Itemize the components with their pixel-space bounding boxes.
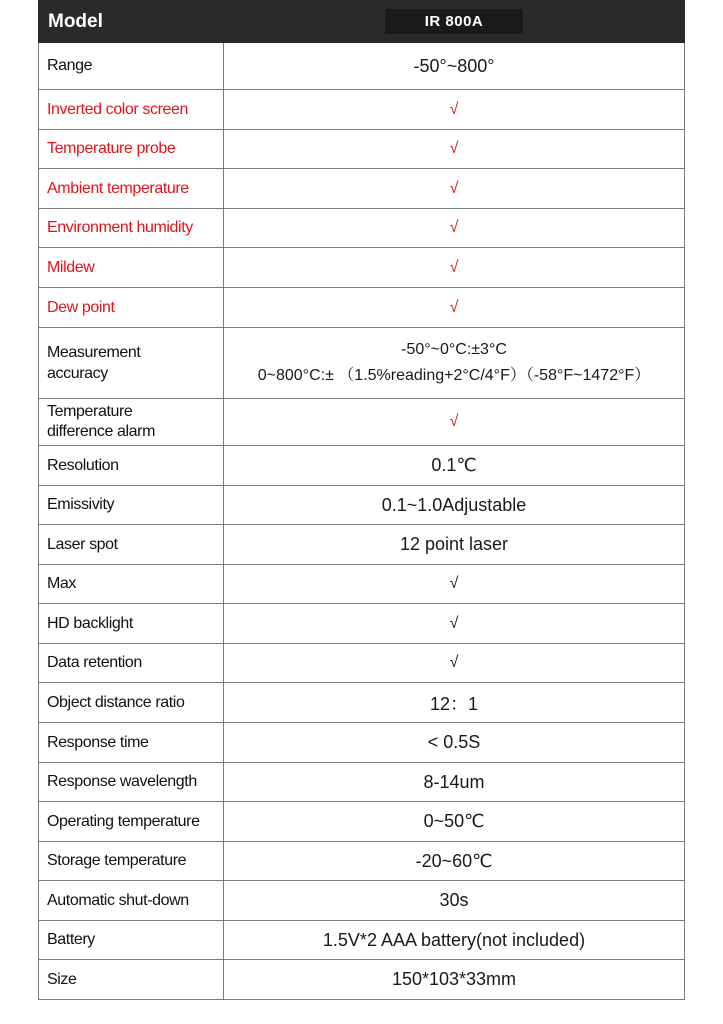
table-row xyxy=(39,446,685,486)
row-label-line: Measurement xyxy=(47,344,141,361)
table-row xyxy=(39,209,685,248)
row-label: Response wavelength xyxy=(39,763,224,802)
row-label-line: accuracy xyxy=(47,365,108,382)
row-label: Ambient temperature xyxy=(39,169,224,209)
row-label: HD backlight xyxy=(39,604,224,644)
row-value: < 0.5S xyxy=(224,723,685,763)
table-row xyxy=(39,328,685,399)
table-row xyxy=(39,723,685,763)
row-label: Operating temperature xyxy=(39,802,224,842)
row-label: Max xyxy=(39,565,224,604)
table-row xyxy=(39,288,685,328)
table-row xyxy=(39,842,685,881)
row-value: 12：1 xyxy=(224,683,685,723)
row-value xyxy=(224,328,685,399)
table-row xyxy=(39,90,685,130)
table-row xyxy=(39,399,685,446)
row-label: Object distance ratio xyxy=(39,683,224,723)
row-value: 1.5V*2 AAA battery(not included) xyxy=(224,921,685,960)
row-value: 0~50℃ xyxy=(224,802,685,842)
row-value: 0.1℃ xyxy=(224,446,685,486)
header-label: Model xyxy=(39,1,224,43)
row-value: 0.1~1.0Adjustable xyxy=(224,486,685,525)
row-value: √ xyxy=(224,565,685,604)
table-row xyxy=(39,486,685,525)
table-row xyxy=(39,881,685,921)
header-row xyxy=(39,1,685,43)
spec-table xyxy=(38,0,685,1000)
table-row xyxy=(39,604,685,644)
row-label: Battery xyxy=(39,921,224,960)
row-value: √ xyxy=(224,604,685,644)
table-row xyxy=(39,43,685,90)
row-label: Resolution xyxy=(39,446,224,486)
row-label: Laser spot xyxy=(39,525,224,565)
table-row xyxy=(39,565,685,604)
table-row xyxy=(39,169,685,209)
row-value: √ xyxy=(224,130,685,169)
row-value: -50°~800° xyxy=(224,43,685,90)
row-label: Size xyxy=(39,960,224,1000)
row-value: √ xyxy=(224,90,685,130)
row-label-line: Temperature xyxy=(47,403,133,420)
row-value: 30s xyxy=(224,881,685,921)
table-row xyxy=(39,960,685,1000)
row-value: 12 point laser xyxy=(224,525,685,565)
row-value: -20~60℃ xyxy=(224,842,685,881)
row-label: Mildew xyxy=(39,248,224,288)
row-label: Storage temperature xyxy=(39,842,224,881)
row-label: Inverted color screen xyxy=(39,90,224,130)
header-model-cell xyxy=(224,1,685,43)
row-label: Data retention xyxy=(39,644,224,683)
table-row xyxy=(39,763,685,802)
row-label-line: difference alarm xyxy=(47,423,156,440)
row-label xyxy=(39,399,224,446)
row-label: Temperature probe xyxy=(39,130,224,169)
row-label: Response time xyxy=(39,723,224,763)
row-value: √ xyxy=(224,169,685,209)
row-label: Dew point xyxy=(39,288,224,328)
model-name: IR 800A xyxy=(385,9,524,34)
table-row xyxy=(39,683,685,723)
row-value-line: -50°~0°C:±3°C xyxy=(401,341,507,358)
table-row xyxy=(39,130,685,169)
row-value-line: 0~800°C:± （1.5%reading+2°C/4°F）（-58°F~1472°F） xyxy=(257,367,651,384)
row-label: Emissivity xyxy=(39,486,224,525)
row-value: √ xyxy=(224,399,685,446)
row-label: Range xyxy=(39,43,224,90)
table-row xyxy=(39,921,685,960)
row-value: √ xyxy=(224,644,685,683)
row-label: Environment humidity xyxy=(39,209,224,248)
table-row xyxy=(39,248,685,288)
table-row xyxy=(39,525,685,565)
table-row xyxy=(39,644,685,683)
row-value: 8-14um xyxy=(224,763,685,802)
row-label: Automatic shut-down xyxy=(39,881,224,921)
row-value: 150*103*33mm xyxy=(224,960,685,1000)
row-value: √ xyxy=(224,288,685,328)
row-label xyxy=(39,328,224,399)
row-value: √ xyxy=(224,209,685,248)
table-row xyxy=(39,802,685,842)
row-value: √ xyxy=(224,248,685,288)
